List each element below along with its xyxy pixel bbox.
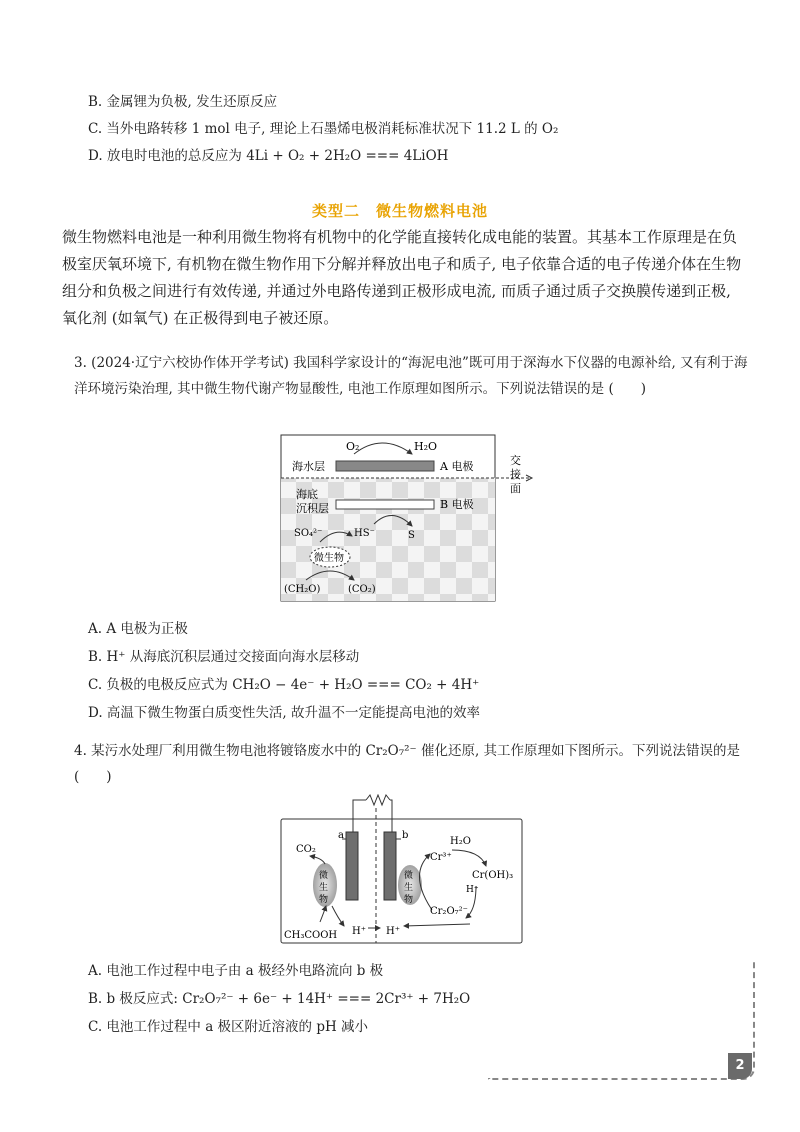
microbe-left-char-3: 物 [319,895,329,905]
h-right-label: H⁺ [386,926,400,937]
microbe-right-char-2: 生 [404,883,414,893]
so4-label: SO₄²⁻ [294,528,323,539]
page-number: 2 [728,1053,752,1079]
a-label: a [338,830,344,841]
question-4-option-c: C. 电池工作过程中 a 极区附近溶液的 pH 减小 [88,1019,369,1035]
option-b-prev: B. 金属锂为负极, 发生还原反应 [88,94,278,110]
b-label: b [402,830,409,841]
a-electrode-label: A 电极 [440,460,474,473]
microbe-left-char-1: 微 [319,871,329,881]
interface-label-1: 交 [510,454,521,467]
sediment-label-2: 沉积层 [296,502,329,515]
question-3-option-b: B. H⁺ 从海底沉积层通过交接面向海水层移动 [88,649,360,665]
co2-label: (CO₂) [348,584,376,595]
interface-label-2: 接 [510,468,521,481]
sea-mud-battery-diagram [280,434,540,608]
question-4-stem: 4. 某污水处理厂利用微生物电池将镀铬废水中的 Cr₂O₇²⁻ 催化还原, 其工作原理如下图所示。下列说法错误的是 ( ) [74,743,741,785]
ch2o-label: (CH₂O) [284,584,321,595]
cr2o7-label: Cr₂O₇²⁻ [430,906,468,917]
question-3-stem: 3. (2024·辽宁六校协作体开学考试) 我国科学家设计的“海泥电池”既可用于深海水下仪器的电源补给, 又有利于海洋环境污染治理, 其中微生物代谢产物显酸性, 电池工作原理如图所示。下列说法错误的是 ( ) [74,355,748,397]
croh3-label: Cr(OH)₃ [472,870,514,881]
question-4-option-a: A. 电池工作过程中电子由 a 极经外电路流向 b 极 [88,963,384,979]
microbe-left-char-2: 生 [319,883,329,893]
hs-label: HS⁻ [354,528,375,539]
microbial-cell-diagram [280,794,525,950]
question-3-option-d: D. 高温下微生物蛋白质变性失活, 故升温不一定能提高电池的效率 [88,705,481,721]
section-intro: 微生物燃料电池是一种利用微生物将有机物中的化学能直接转化成电能的装置。其基本工作原理是在负极室厌氧环境下, 有机物在微生物作用下分解并释放出电子和质子, 电子依靠合适的电子传递介体在生物组分和负极之间进行有效传递, 并通过外电路传递到正极形成电流, 而质子通过质子交换膜传递到正极, 氧化剂 (如氧气) 在正极得到电子被还原。 [62,228,742,327]
question-3-option-a: A. A 电极为正极 [88,621,188,637]
b-electrode-label: B 电极 [440,498,474,511]
resistor [366,795,390,805]
question-3-option-c: C. 负极的电极反应式为 CH₂O − 4e⁻ + H₂O === CO₂ + 4H⁺ [88,677,480,693]
h-left-label: H⁺ [352,926,366,937]
co2-label: CO₂ [296,844,316,855]
interface-label-3: 面 [510,482,521,495]
microbe-right-char-3: 物 [404,895,414,905]
h2o-label: H₂O [450,836,471,847]
electrode-a [336,461,434,471]
sediment-label-1: 海底 [296,488,318,501]
section-title: 类型二 微生物燃料电池 [311,202,488,220]
option-c-prev: C. 当外电路转移 1 mol 电子, 理论上石墨烯电极消耗标准状况下 11.2 L 的 O₂ [88,121,559,137]
microbe-label: 微生物 [314,553,344,564]
ch3cooh-label: CH₃COOH [284,930,338,941]
option-d-prev: D. 放电时电池的总反应为 4Li + O₂ + 2H₂O === 4LiOH [88,148,449,164]
h-small-label: H⁺ [466,885,479,895]
microbe-right-char-1: 微 [404,871,414,881]
page-corner-border [488,960,755,1080]
s-label: S [408,530,415,541]
cr3-label: Cr³⁺ [430,852,452,863]
sea-layer-label: 海水层 [292,460,325,473]
electrode-a [346,832,358,900]
question-4-option-b: B. b 极反应式: Cr₂O₇²⁻ + 6e⁻ + 14H⁺ === 2Cr³⁺ + 7H₂O [88,991,471,1007]
electrode-b [384,832,396,900]
electrode-b [336,500,434,509]
o2-label: O₂ [346,440,360,453]
h2o-label: H₂O [414,440,438,453]
